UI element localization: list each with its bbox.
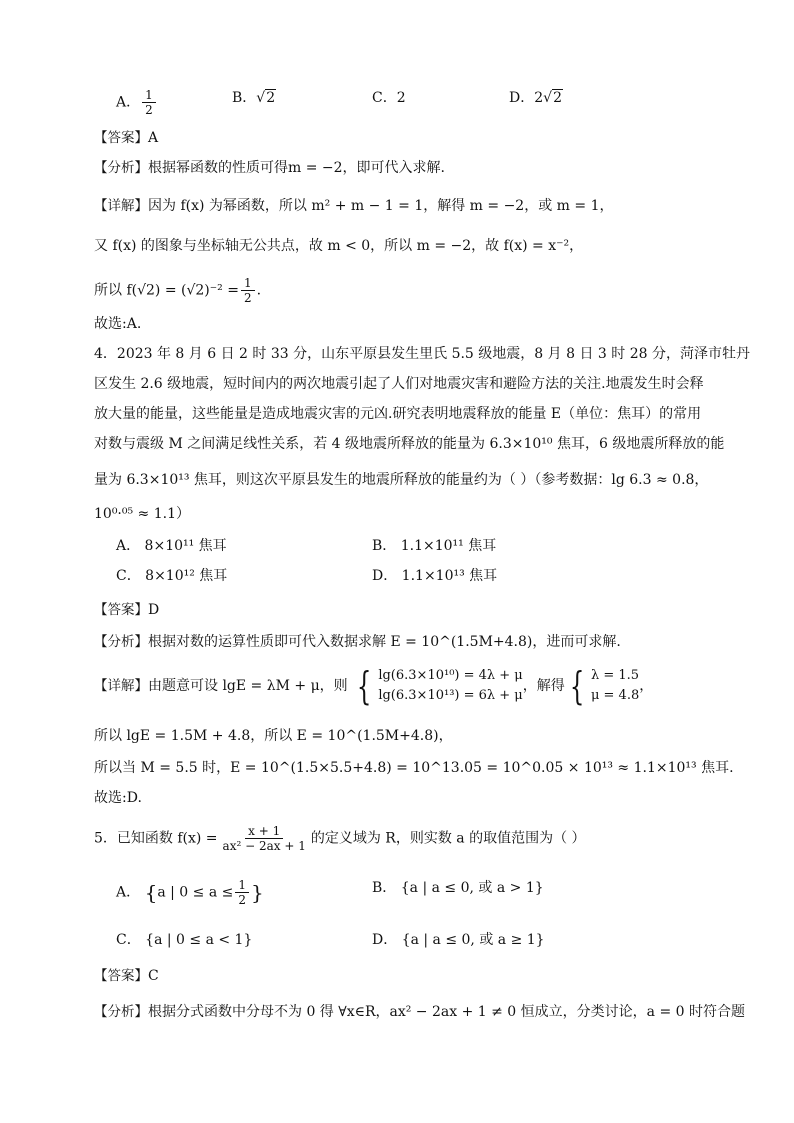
conclusion-line: 故选:A. <box>94 316 142 332</box>
detail-line-3: 所以 f(√2) = (√2)⁻² = $\frac{1}{2}$ . <box>94 276 262 305</box>
option-d: D．2√2 <box>509 90 562 106</box>
q4-option-a: A． 8×10¹¹ 焦耳 <box>116 538 227 554</box>
answer-line: 【答案】A <box>94 130 159 146</box>
q4-stem-4: 对数与震级 M 之间满足线性关系，若 4 级地震所释放的能量为 6.3×10¹⁰ 焦耳，6 级地震所释放的能 <box>94 436 725 452</box>
q4-option-b: B． 1.1×10¹¹ 焦耳 <box>372 538 497 554</box>
detail-line-2: 又 f(x) 的图象与坐标轴无公共点，故 m < 0，所以 m = −2，故 f(x) = x⁻²， <box>94 238 584 254</box>
q4-stem-3: 放大量的能量，这些能量是造成地震灾害的元凶.研究表明地震释放的能量 E（单位：焦耳）的常用 <box>94 406 702 422</box>
q5-option-c: C． {a | 0 ≤ a < 1} <box>116 932 253 948</box>
q5-analysis: 【分析】根据分式函数中分母不为 0 得 ∀x∈R，ax² − 2ax + 1 ≠ 0 恒成立，分类讨论，a = 0 时符合题 <box>94 1004 746 1020</box>
option-b: B．√2 <box>232 90 276 106</box>
q5-option-b: B． {a | a ≤ 0, 或 a > 1} <box>372 880 544 896</box>
q4-detail-2: 所以 lgE = 1.5M + 4.8，所以 E = 10^(1.5M+4.8)， <box>94 728 453 744</box>
option-c: C．2 <box>372 90 406 106</box>
q4-analysis: 【分析】根据对数的运算性质即可代入数据求解 E = 10^(1.5M+4.8)，进而可求解. <box>94 634 621 650</box>
q4-stem-1: 4．2023 年 8 月 6 日 2 时 33 分，山东平原县发生里氏 5.5 级地震，8 月 8 日 3 时 28 分，菏泽市牡丹 <box>94 346 750 362</box>
q4-detail-3: 所以当 M = 5.5 时，E = 10^(1.5×5.5+4.8) = 10^13.05 = 10^0.05 × 10¹³ ≈ 1.1×10¹³ 焦耳. <box>94 760 734 776</box>
q5-option-d: D． {a | a ≤ 0, 或 a ≥ 1} <box>372 932 545 948</box>
option-a: A． $\frac{1}{2}$ <box>116 88 158 117</box>
analysis-line: 【分析】根据幂函数的性质可得m = −2，即可代入求解. <box>94 160 445 176</box>
equation-system-1: { lg(6.3×10¹⁰) = 4λ + μ lg(6.3×10¹³) = 6λ + μ <box>356 664 523 708</box>
equation-system-2: { λ = 1.5 μ = 4.8 <box>569 664 640 708</box>
q4-option-c: C． 8×10¹² 焦耳 <box>116 568 228 584</box>
q4-answer: 【答案】D <box>94 602 160 618</box>
q4-conclusion: 故选:D. <box>94 790 142 806</box>
q4-option-d: D． 1.1×10¹³ 焦耳 <box>372 568 498 584</box>
q5-stem: 5．已知函数 f(x) = $\frac{x + 1}{\text{ax² − 2ax + 1}}$ 的定义域为 R，则实数 a 的取值范围为（ ） <box>94 824 586 853</box>
detail-line-1: 【详解】因为 f(x) 为幂函数，所以 m² + m − 1 = 1，解得 m = −2，或 m = 1， <box>94 198 614 214</box>
q4-stem-6: 10⁰·⁰⁵ ≈ 1.1） <box>94 506 190 522</box>
q5-answer: 【答案】C <box>94 968 159 984</box>
q4-detail-1: 【详解】由题意可设 lgE = λM + μ，则 { lg(6.3×10¹⁰) = 4λ + μ lg(6.3×10¹³) = 6λ + μ ，解得 { λ = 1.5 μ = 4.8 ， <box>94 664 654 708</box>
q4-stem-5: 量为 6.3×10¹³ 焦耳，则这次平原县发生的地震所释放的能量约为（ ）（参考数据：lg 6.3 ≈ 0.8， <box>94 472 709 488</box>
q4-stem-2: 区发生 2.6 级地震，短时间内的两次地震引起了人们对地震灾害和避险方法的关注.地震发生时会释 <box>94 376 704 392</box>
q5-option-a: A． {a | 0 ≤ a ≤ $\frac{1}{2}$ } <box>116 878 264 907</box>
